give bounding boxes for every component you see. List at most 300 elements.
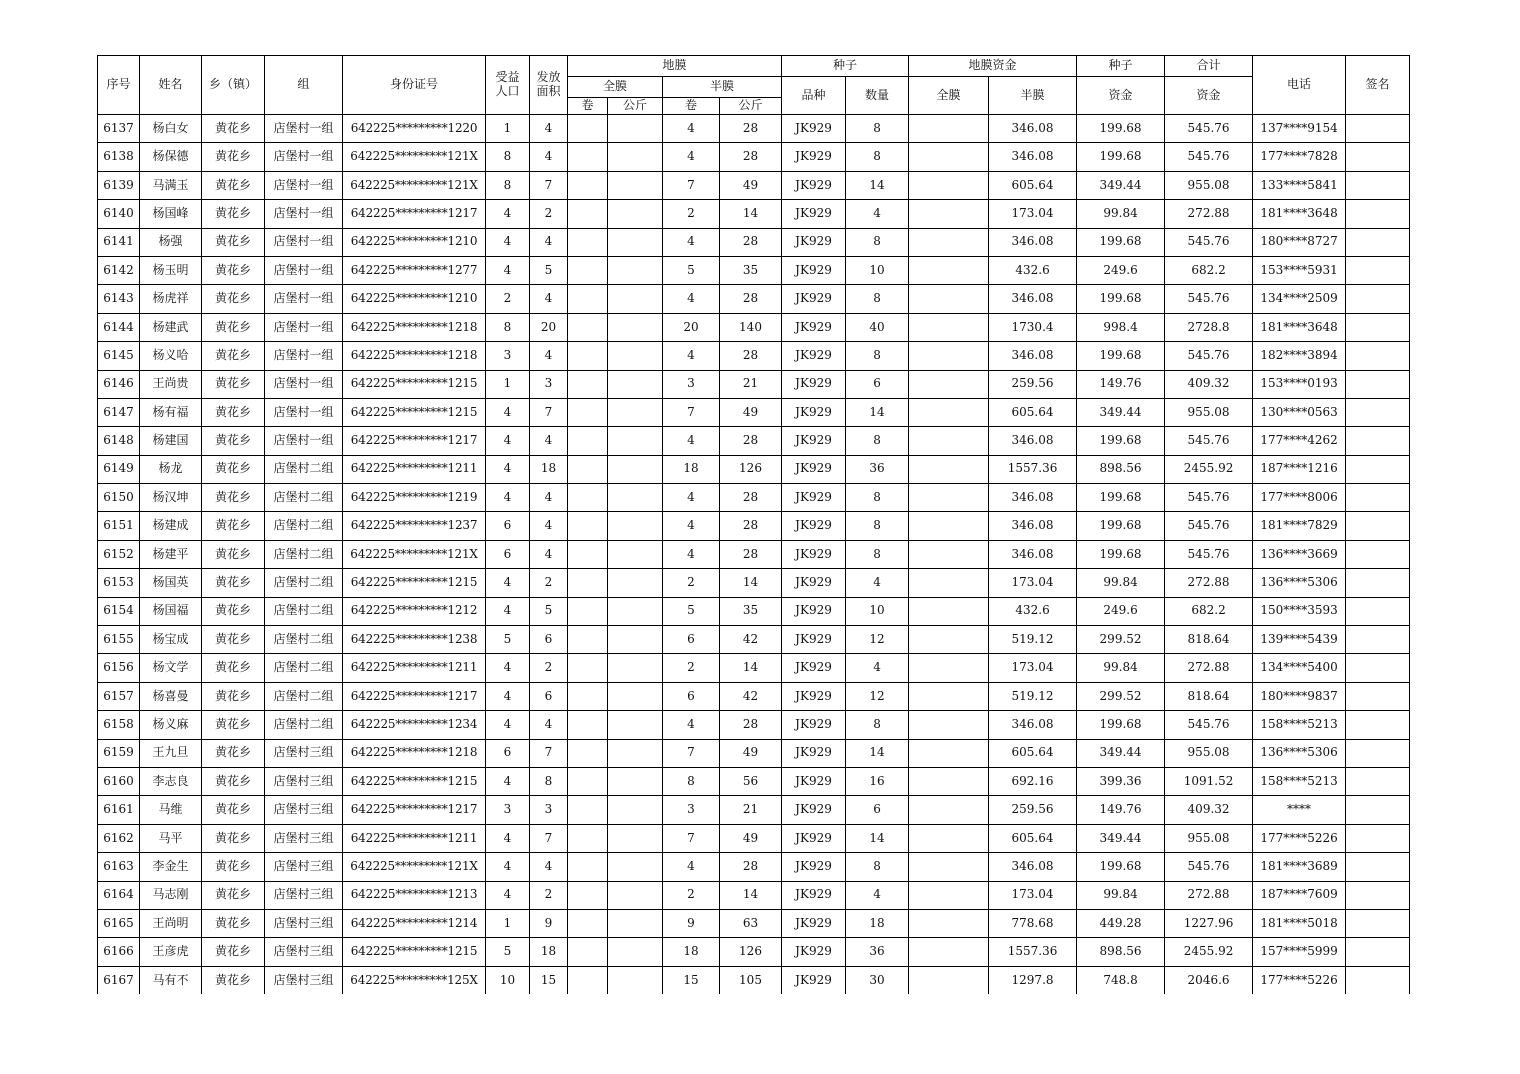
header-beneficiaries: 受益 人口: [486, 56, 530, 115]
cell-signature: [1346, 938, 1410, 966]
cell-half-kg: 28: [720, 342, 782, 370]
cell-half-roll: 5: [663, 256, 720, 284]
cell-full-kg: [608, 853, 663, 881]
cell-township: 黄花乡: [202, 711, 265, 739]
cell-id-card: 642225*********1211: [343, 824, 486, 852]
header-seed: 种子: [782, 56, 909, 77]
cell-full-kg: [608, 171, 663, 199]
cell-beneficiaries: 4: [486, 569, 530, 597]
cell-half-roll: 4: [663, 484, 720, 512]
cell-phone: 134****2509: [1253, 285, 1346, 313]
cell-seq: 6164: [98, 881, 140, 909]
cell-id-card: 642225*********1217: [343, 427, 486, 455]
table-row: [98, 767, 1410, 795]
cell-full-kg: [608, 200, 663, 228]
cell-phone: 158****5213: [1253, 711, 1346, 739]
cell-signature: [1346, 767, 1410, 795]
cell-half-roll: 3: [663, 370, 720, 398]
cell-total-funds: 682.2: [1165, 256, 1253, 284]
cell-total-funds: 545.76: [1165, 342, 1253, 370]
cell-variety: JK929: [782, 853, 846, 881]
cell-name: 杨白女: [140, 115, 202, 143]
cell-name: 杨喜曼: [140, 682, 202, 710]
cell-variety: JK929: [782, 938, 846, 966]
cell-seed-funds: 349.44: [1077, 398, 1165, 426]
cell-seq: 6145: [98, 342, 140, 370]
cell-seed-funds: 149.76: [1077, 370, 1165, 398]
cell-full-kg: [608, 143, 663, 171]
cell-variety: JK929: [782, 342, 846, 370]
table-row: [98, 966, 1410, 994]
cell-id-card: 642225*********121X: [343, 171, 486, 199]
cell-half-film-funds: 346.08: [989, 512, 1077, 540]
cell-full-roll: [568, 881, 608, 909]
cell-half-film-funds: 259.56: [989, 796, 1077, 824]
cell-group: 店堡村二组: [265, 711, 343, 739]
cell-signature: [1346, 398, 1410, 426]
cell-seed-funds: 99.84: [1077, 200, 1165, 228]
cell-name: 杨义哈: [140, 342, 202, 370]
cell-id-card: 642225*********125X: [343, 966, 486, 994]
cell-variety: JK929: [782, 966, 846, 994]
cell-half-kg: 105: [720, 966, 782, 994]
cell-id-card: 642225*********121X: [343, 853, 486, 881]
cell-total-funds: 545.76: [1165, 711, 1253, 739]
cell-phone: 181****3648: [1253, 200, 1346, 228]
cell-half-film-funds: 173.04: [989, 654, 1077, 682]
cell-half-roll: 20: [663, 313, 720, 341]
cell-total-funds: 1091.52: [1165, 767, 1253, 795]
cell-seed-funds: 199.68: [1077, 342, 1165, 370]
table-row: [98, 427, 1410, 455]
cell-group: 店堡村一组: [265, 115, 343, 143]
cell-total-funds: 545.76: [1165, 228, 1253, 256]
cell-seq: 6147: [98, 398, 140, 426]
cell-half-film-funds: 259.56: [989, 370, 1077, 398]
cell-half-kg: 28: [720, 711, 782, 739]
cell-area: 3: [530, 370, 568, 398]
cell-id-card: 642225*********1214: [343, 909, 486, 937]
cell-seed-funds: 349.44: [1077, 171, 1165, 199]
cell-full-roll: [568, 285, 608, 313]
cell-area: 5: [530, 597, 568, 625]
cell-full-kg: [608, 285, 663, 313]
table-row: [98, 115, 1410, 143]
cell-signature: [1346, 143, 1410, 171]
cell-beneficiaries: 8: [486, 143, 530, 171]
cell-full-kg: [608, 938, 663, 966]
cell-phone: 182****3894: [1253, 342, 1346, 370]
cell-seq: 6162: [98, 824, 140, 852]
cell-seq: 6157: [98, 682, 140, 710]
cell-id-card: 642225*********1211: [343, 455, 486, 483]
cell-seq: 6167: [98, 966, 140, 994]
cell-phone: 177****5226: [1253, 966, 1346, 994]
cell-phone: 157****5999: [1253, 938, 1346, 966]
cell-full-kg: [608, 824, 663, 852]
cell-half-film-funds: 346.08: [989, 115, 1077, 143]
header-signature: 签名: [1346, 56, 1410, 115]
cell-half-film-funds: 1557.36: [989, 455, 1077, 483]
cell-seq: 6166: [98, 938, 140, 966]
cell-variety: JK929: [782, 739, 846, 767]
cell-group: 店堡村二组: [265, 569, 343, 597]
cell-full-roll: [568, 966, 608, 994]
cell-quantity: 12: [846, 682, 909, 710]
cell-name: 杨义麻: [140, 711, 202, 739]
cell-half-film-funds: 173.04: [989, 569, 1077, 597]
cell-variety: JK929: [782, 626, 846, 654]
cell-township: 黄花乡: [202, 398, 265, 426]
header-total-top: 合计: [1165, 56, 1253, 77]
cell-township: 黄花乡: [202, 853, 265, 881]
cell-full-roll: [568, 796, 608, 824]
table-row: [98, 342, 1410, 370]
cell-half-kg: 35: [720, 256, 782, 284]
cell-seq: 6154: [98, 597, 140, 625]
cell-name: 杨汉坤: [140, 484, 202, 512]
cell-seed-funds: 449.28: [1077, 909, 1165, 937]
cell-seq: 6143: [98, 285, 140, 313]
cell-half-roll: 8: [663, 767, 720, 795]
cell-quantity: 40: [846, 313, 909, 341]
cell-half-kg: 28: [720, 115, 782, 143]
cell-half-film-funds: 692.16: [989, 767, 1077, 795]
cell-quantity: 8: [846, 228, 909, 256]
cell-id-card: 642225*********1215: [343, 938, 486, 966]
cell-id-card: 642225*********1217: [343, 200, 486, 228]
cell-beneficiaries: 1: [486, 370, 530, 398]
cell-seq: 6155: [98, 626, 140, 654]
cell-township: 黄花乡: [202, 427, 265, 455]
header-group: 组: [265, 56, 343, 115]
cell-phone: 137****9154: [1253, 115, 1346, 143]
cell-phone: 136****3669: [1253, 540, 1346, 568]
cell-phone: 134****5400: [1253, 654, 1346, 682]
cell-half-roll: 4: [663, 711, 720, 739]
cell-quantity: 8: [846, 427, 909, 455]
cell-half-kg: 126: [720, 938, 782, 966]
cell-full-roll: [568, 398, 608, 426]
cell-full-kg: [608, 711, 663, 739]
cell-total-funds: 545.76: [1165, 484, 1253, 512]
cell-phone: 181****5018: [1253, 909, 1346, 937]
table-row: [98, 171, 1410, 199]
cell-phone: 187****1216: [1253, 455, 1346, 483]
cell-total-funds: 272.88: [1165, 569, 1253, 597]
cell-phone: 158****5213: [1253, 767, 1346, 795]
cell-seq: 6139: [98, 171, 140, 199]
cell-beneficiaries: 4: [486, 711, 530, 739]
cell-group: 店堡村一组: [265, 342, 343, 370]
cell-group: 店堡村一组: [265, 370, 343, 398]
cell-name: 王尚贵: [140, 370, 202, 398]
cell-variety: JK929: [782, 540, 846, 568]
cell-total-funds: 1227.96: [1165, 909, 1253, 937]
cell-beneficiaries: 4: [486, 597, 530, 625]
cell-id-card: 642225*********121X: [343, 143, 486, 171]
cell-beneficiaries: 4: [486, 767, 530, 795]
cell-name: 李金生: [140, 853, 202, 881]
cell-seed-funds: 898.56: [1077, 938, 1165, 966]
cell-area: 4: [530, 285, 568, 313]
cell-area: 5: [530, 256, 568, 284]
cell-township: 黄花乡: [202, 484, 265, 512]
header-total-funds: 资金: [1165, 77, 1253, 115]
cell-full-roll: [568, 938, 608, 966]
header-phone: 电话: [1253, 56, 1346, 115]
cell-township: 黄花乡: [202, 512, 265, 540]
cell-quantity: 30: [846, 966, 909, 994]
cell-half-film-funds: 432.6: [989, 597, 1077, 625]
cell-phone: 180****8727: [1253, 228, 1346, 256]
cell-group: 店堡村二组: [265, 597, 343, 625]
cell-id-card: 642225*********1210: [343, 228, 486, 256]
cell-township: 黄花乡: [202, 739, 265, 767]
cell-id-card: 642225*********1212: [343, 597, 486, 625]
cell-beneficiaries: 4: [486, 484, 530, 512]
cell-full-roll: [568, 597, 608, 625]
cell-half-kg: 49: [720, 398, 782, 426]
cell-phone: 177****8006: [1253, 484, 1346, 512]
cell-seed-funds: 199.68: [1077, 285, 1165, 313]
cell-variety: JK929: [782, 654, 846, 682]
cell-total-funds: 2455.92: [1165, 938, 1253, 966]
cell-id-card: 642225*********1220: [343, 115, 486, 143]
cell-signature: [1346, 540, 1410, 568]
cell-id-card: 642225*********1217: [343, 682, 486, 710]
cell-seq: 6150: [98, 484, 140, 512]
table-row: [98, 796, 1410, 824]
cell-beneficiaries: 1: [486, 909, 530, 937]
table-row: [98, 455, 1410, 483]
subsidy-table: [97, 55, 1410, 994]
cell-seed-funds: 99.84: [1077, 569, 1165, 597]
cell-full-kg: [608, 256, 663, 284]
cell-half-roll: 4: [663, 285, 720, 313]
cell-quantity: 6: [846, 796, 909, 824]
cell-half-roll: 18: [663, 455, 720, 483]
cell-total-funds: 272.88: [1165, 200, 1253, 228]
cell-signature: [1346, 824, 1410, 852]
cell-quantity: 14: [846, 398, 909, 426]
cell-seq: 6146: [98, 370, 140, 398]
cell-quantity: 10: [846, 256, 909, 284]
cell-signature: [1346, 512, 1410, 540]
cell-quantity: 8: [846, 853, 909, 881]
cell-seed-funds: 399.36: [1077, 767, 1165, 795]
cell-half-film-funds: 346.08: [989, 540, 1077, 568]
cell-full-film-funds: [909, 824, 989, 852]
cell-seed-funds: 898.56: [1077, 455, 1165, 483]
cell-signature: [1346, 682, 1410, 710]
cell-full-film-funds: [909, 853, 989, 881]
cell-full-film-funds: [909, 569, 989, 597]
cell-total-funds: 955.08: [1165, 739, 1253, 767]
cell-total-funds: 955.08: [1165, 824, 1253, 852]
cell-township: 黄花乡: [202, 200, 265, 228]
cell-beneficiaries: 4: [486, 682, 530, 710]
cell-phone: 133****5841: [1253, 171, 1346, 199]
table-row: [98, 313, 1410, 341]
cell-seed-funds: 349.44: [1077, 824, 1165, 852]
cell-total-funds: 955.08: [1165, 398, 1253, 426]
cell-half-kg: 49: [720, 739, 782, 767]
cell-id-card: 642225*********1210: [343, 285, 486, 313]
cell-seed-funds: 998.4: [1077, 313, 1165, 341]
cell-id-card: 642225*********1238: [343, 626, 486, 654]
cell-name: 杨虎祥: [140, 285, 202, 313]
cell-seq: 6148: [98, 427, 140, 455]
cell-half-film-funds: 346.08: [989, 285, 1077, 313]
cell-signature: [1346, 853, 1410, 881]
cell-quantity: 16: [846, 767, 909, 795]
cell-seq: 6159: [98, 739, 140, 767]
cell-township: 黄花乡: [202, 115, 265, 143]
cell-total-funds: 955.08: [1165, 171, 1253, 199]
cell-seq: 6158: [98, 711, 140, 739]
cell-variety: JK929: [782, 824, 846, 852]
cell-half-roll: 2: [663, 200, 720, 228]
cell-full-roll: [568, 455, 608, 483]
cell-name: 杨建平: [140, 540, 202, 568]
cell-full-roll: [568, 824, 608, 852]
cell-quantity: 8: [846, 342, 909, 370]
cell-id-card: 642225*********121X: [343, 540, 486, 568]
cell-full-film-funds: [909, 143, 989, 171]
cell-half-kg: 126: [720, 455, 782, 483]
cell-total-funds: 545.76: [1165, 540, 1253, 568]
cell-name: 杨建武: [140, 313, 202, 341]
cell-name: 杨国峰: [140, 200, 202, 228]
header-film: 地膜: [568, 56, 782, 77]
cell-full-roll: [568, 654, 608, 682]
cell-full-film-funds: [909, 909, 989, 937]
cell-name: 杨强: [140, 228, 202, 256]
cell-group: 店堡村三组: [265, 938, 343, 966]
cell-variety: JK929: [782, 171, 846, 199]
cell-full-kg: [608, 597, 663, 625]
table-row: [98, 228, 1410, 256]
cell-area: 18: [530, 938, 568, 966]
cell-full-roll: [568, 739, 608, 767]
cell-phone: 181****3689: [1253, 853, 1346, 881]
cell-beneficiaries: 5: [486, 938, 530, 966]
cell-seed-funds: 199.68: [1077, 143, 1165, 171]
cell-full-roll: [568, 909, 608, 937]
cell-variety: JK929: [782, 711, 846, 739]
cell-beneficiaries: 3: [486, 342, 530, 370]
cell-id-card: 642225*********1234: [343, 711, 486, 739]
cell-seed-funds: 199.68: [1077, 540, 1165, 568]
cell-name: 王九旦: [140, 739, 202, 767]
cell-area: 4: [530, 427, 568, 455]
cell-half-film-funds: 519.12: [989, 682, 1077, 710]
cell-full-film-funds: [909, 484, 989, 512]
cell-township: 黄花乡: [202, 313, 265, 341]
cell-seq: 6141: [98, 228, 140, 256]
cell-township: 黄花乡: [202, 569, 265, 597]
cell-group: 店堡村三组: [265, 796, 343, 824]
cell-group: 店堡村二组: [265, 455, 343, 483]
cell-half-film-funds: 605.64: [989, 171, 1077, 199]
cell-id-card: 642225*********1218: [343, 313, 486, 341]
cell-area: 4: [530, 115, 568, 143]
cell-full-kg: [608, 512, 663, 540]
cell-township: 黄花乡: [202, 455, 265, 483]
cell-seed-funds: 99.84: [1077, 654, 1165, 682]
cell-seq: 6163: [98, 853, 140, 881]
cell-phone: 130****0563: [1253, 398, 1346, 426]
cell-beneficiaries: 3: [486, 796, 530, 824]
cell-variety: JK929: [782, 881, 846, 909]
cell-half-film-funds: 173.04: [989, 881, 1077, 909]
cell-half-roll: 18: [663, 938, 720, 966]
cell-quantity: 8: [846, 115, 909, 143]
cell-seed-funds: 299.52: [1077, 626, 1165, 654]
cell-township: 黄花乡: [202, 540, 265, 568]
cell-quantity: 14: [846, 171, 909, 199]
cell-total-funds: 545.76: [1165, 427, 1253, 455]
cell-group: 店堡村三组: [265, 739, 343, 767]
cell-township: 黄花乡: [202, 909, 265, 937]
table-row: [98, 938, 1410, 966]
cell-area: 18: [530, 455, 568, 483]
cell-group: 店堡村三组: [265, 767, 343, 795]
cell-township: 黄花乡: [202, 654, 265, 682]
cell-full-kg: [608, 626, 663, 654]
header-seq: 序号: [98, 56, 140, 115]
cell-signature: [1346, 597, 1410, 625]
cell-signature: [1346, 484, 1410, 512]
cell-quantity: 4: [846, 569, 909, 597]
cell-half-film-funds: 346.08: [989, 143, 1077, 171]
cell-total-funds: 818.64: [1165, 682, 1253, 710]
cell-variety: JK929: [782, 512, 846, 540]
cell-half-kg: 35: [720, 597, 782, 625]
cell-half-film-funds: 605.64: [989, 398, 1077, 426]
cell-id-card: 642225*********1218: [343, 342, 486, 370]
table-body: [98, 115, 1410, 995]
cell-half-roll: 7: [663, 398, 720, 426]
cell-total-funds: 2728.8: [1165, 313, 1253, 341]
cell-seq: 6152: [98, 540, 140, 568]
cell-seq: 6156: [98, 654, 140, 682]
table-row: [98, 484, 1410, 512]
cell-beneficiaries: 6: [486, 739, 530, 767]
cell-group: 店堡村一组: [265, 171, 343, 199]
cell-name: 马志刚: [140, 881, 202, 909]
cell-quantity: 36: [846, 455, 909, 483]
table-row: [98, 398, 1410, 426]
cell-township: 黄花乡: [202, 256, 265, 284]
cell-half-roll: 7: [663, 739, 720, 767]
cell-seed-funds: 199.68: [1077, 484, 1165, 512]
cell-full-roll: [568, 626, 608, 654]
cell-township: 黄花乡: [202, 682, 265, 710]
cell-signature: [1346, 455, 1410, 483]
cell-group: 店堡村一组: [265, 256, 343, 284]
table-row: [98, 853, 1410, 881]
cell-half-roll: 2: [663, 569, 720, 597]
cell-signature: [1346, 966, 1410, 994]
cell-full-roll: [568, 342, 608, 370]
cell-phone: 136****5306: [1253, 569, 1346, 597]
cell-half-kg: 14: [720, 654, 782, 682]
cell-township: 黄花乡: [202, 285, 265, 313]
table-row: [98, 200, 1410, 228]
cell-area: 6: [530, 682, 568, 710]
